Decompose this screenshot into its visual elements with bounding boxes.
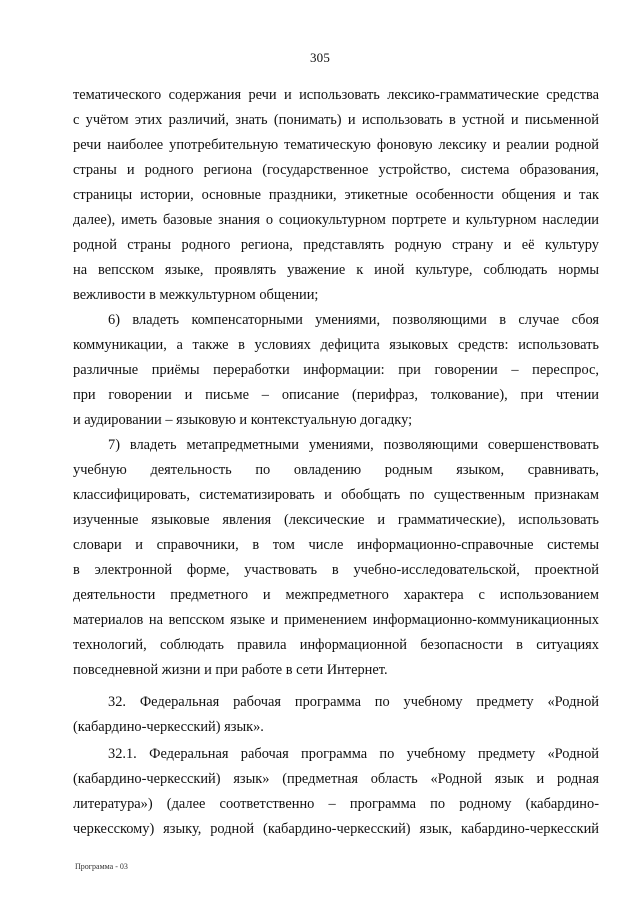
text-line: различные приёмы переработки информации: при говорении – переспрос, <box>73 362 599 378</box>
text-line: технологий, соблюдать правила информационной безопасности в ситуациях <box>73 637 599 653</box>
text-line: с учётом этих различий, знать (понимать) и использовать в устной и письменной <box>73 112 599 128</box>
text-line: черкесскому) языку, родной (кабардино-черкесский) язык, кабардино-черкесский <box>73 821 599 837</box>
section-32-1-first-line: 32.1. Федеральная рабочая программа по учебному предмету «Родной <box>108 746 599 762</box>
text-line: коммуникации, а также в условиях дефицита языковых средств: использовать <box>73 337 599 353</box>
list-item-6-first-line: 6) владеть компенсаторными умениями, позволяющими в случае сбоя <box>108 312 599 328</box>
text-line: учебную деятельность по овладению родным языком, сравнивать, <box>73 462 599 478</box>
text-line: страницы истории, основные праздники, этикетные особенности общения и так <box>73 187 599 203</box>
text-line: вежливости в межкультурном общении; <box>73 287 319 303</box>
text-line: на вепсском языке, проявлять уважение к иной культуре, соблюдать нормы <box>73 262 599 278</box>
text-line: в электронной форме, участвовать в учебно-исследовательской, проектной <box>73 562 599 578</box>
page-footer: Программа - 03 <box>75 862 128 871</box>
text-line: изученные языковые явления (лексические и грамматические), использовать <box>73 512 599 528</box>
text-line: деятельности предметного и межпредметного характера с использованием <box>73 587 599 603</box>
text-line: страны и родного региона (государственное устройство, система образования, <box>73 162 599 178</box>
text-line: материалов на вепсском языке и применением информационно-коммуникационных <box>73 612 599 628</box>
text-line: классифицировать, систематизировать и обобщать по существенным признакам <box>73 487 599 503</box>
text-line: повседневной жизни и при работе в сети Интернет. <box>73 662 388 678</box>
text-line: далее), иметь базовые знания о социокультурном портрете и культурном наследии <box>73 212 599 228</box>
text-line: при говорении и письме – описание (перифраз, толкование), при чтении <box>73 387 599 403</box>
text-line: тематического содержания речи и использовать лексико-грамматические средства <box>73 87 599 103</box>
list-item-7-first-line: 7) владеть метапредметными умениями, позволяющими совершенствовать <box>108 437 599 453</box>
section-32-heading: 32. Федеральная рабочая программа по учебному предмету «Родной <box>108 694 599 710</box>
text-line: литература») (далее соответственно – программа по родному (кабардино- <box>73 796 599 812</box>
text-line: (кабардино-черкесский) язык» (предметная область «Родной язык и родная <box>73 771 599 787</box>
text-line: речи наиболее употребительную тематическую фоновую лексику и реалии родной <box>73 137 599 153</box>
page-number: 305 <box>309 50 331 65</box>
text-line: и аудировании – языковую и контекстуальную догадку; <box>73 412 413 428</box>
section-32-heading-end: (кабардино-черкесский) язык». <box>73 719 264 735</box>
text-line: родной страны родного региона, представлять родную страну и её культуру <box>73 237 599 253</box>
text-line: словари и справочники, в том числе информационно-справочные системы <box>73 537 599 553</box>
